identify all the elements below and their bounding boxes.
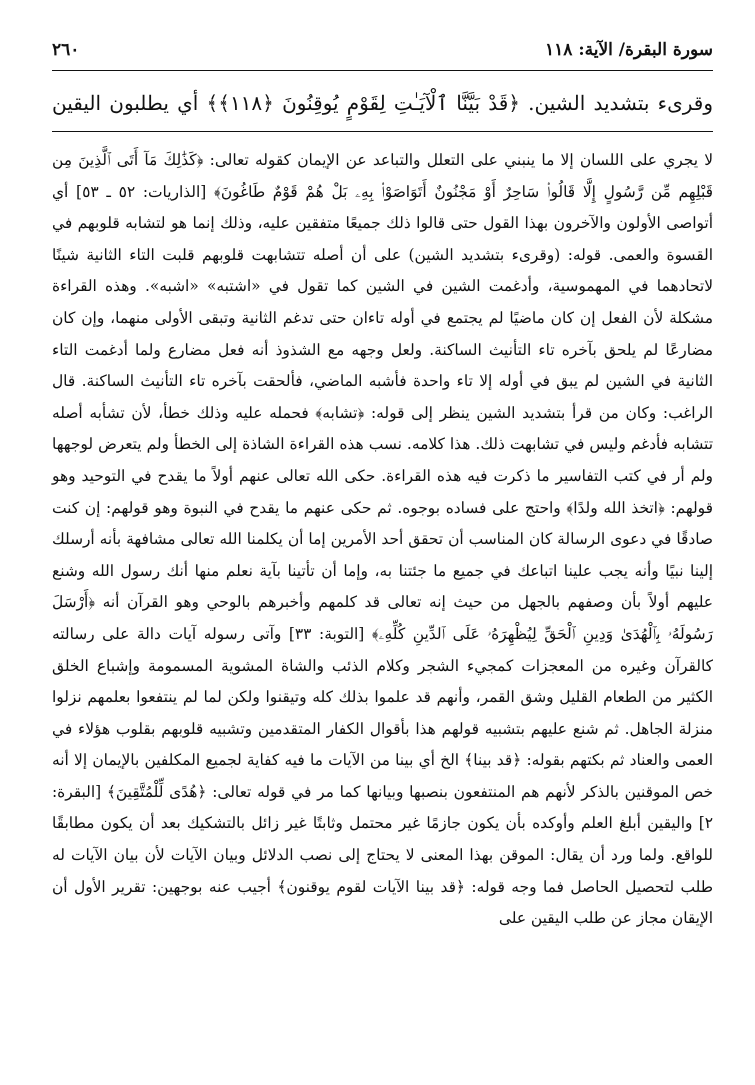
surah-title: سورة البقرة/ الآية: ١١٨ — [545, 40, 713, 60]
running-header — [52, 40, 713, 60]
commentary-paragraph: لا يجري على اللسان إلا ما ينبني على التعلل والتباعد عن الإيمان كقوله تعالى: ﴿كَذَٰلِكَ مَآ أَتَى ٱلَّذِينَ مِن قَبْلِهِم مِّن رَّسُولٍ إِلَّا قَالُوا۟ سَاحِرٌ أَوْ مَجْنُونٌ أَتَوَاصَوْا۟ بِهِۦ بَلْ هُمْ قَوْمٌ طَاغُونَ﴾ [الذاريات: ٥٢ ـ ٥٣] أي أتواصى الأولون والآخرون بهذا القول حتى قالوا ذلك جميعًا متفقين عليه، وذلك إنما هو لتشابه قلوبهم في القسوة والعمى. قوله: (وقرىء بتشديد الشين) على أن أصله تتشابهت قلوبهم قلبت التاء الثانية شينًا لاتحادهما في المهموسية، وأدغمت الشين في الشين كما تقول في «اشتبه» «اشبه». وهذه القراءة مشكلة لأن الفعل إن كان ماضيًا لم يجتمع في أوله تاءان حتى تدغم الثانية وتبقى الأولى منهما، وإن كان مضارعًا لم يلحق بآخره تاء التأنيث الساكنة. ولعل وجهه مع الشذوذ أنه فعل مضارع ولما أدغمت التاء الثانية في الشين لم يبق في أوله إلا تاء واحدة فأشبه الماضي، فألحقت بآخره تاء التأنيث الساكنة. قال الراغب: وكان من قرأ بتشديد الشين ينظر إلى قوله: ﴿تشابه﴾ فحمله عليه وذلك خطأ، لأن تشأبه أصله تتشابه فأدغم وليس في تشابهت ذلك. هذا كلامه. نسب هذه القراءة الشاذة إلى الخطأ ولم يتعرض لوجهها ولم أر في كتب التفاسير ما ذكرت فيه هذه القراءة. حكى الله تعالى عنهم أولاً ما يقدح في التوحيد وهو قولهم: ﴿اتخذ الله ولدًا﴾ واحتج على فساده بوجوه. ثم حكى عنهم ما يقدح في النبوة وهو قولهم: إن كنت صادقًا في دعوى الرسالة كان المناسب أن تحقق أحد الأمرين إما أن يكلمنا الله تعالى مشافهة بأنه أرسلك إلينا نبيًا وأنه يجب علينا اتباعك في جميع ما جئتنا به، وإما أن تأتينا بآية نعلم منها أنك رسول الله وشنع عليهم أولاً بأن وصفهم بالجهل من حيث إنه تعالى قد كلمهم وأخبرهم بالوحي وهو القرآن أنه ﴿أَرْسَلَ رَسُولَهُۥ بِٱلْهُدَىٰ وَدِينِ ٱلْحَقِّ لِيُظْهِرَهُۥ عَلَى ٱلدِّينِ كُلِّهِۦ﴾ [التوبة: ٣٣] وآتى رسوله آيات دالة على رسالته كالقرآن وغيره من المعجزات كمجيء الشجر وكلام الذئب والشاة المشوية المسمومة وإشباع الخلق الكثير من الطعام القليل وشق القمر، وأنهم قد علموا بذلك كله وتيقنوا ولكن لما لم ينتفعوا بعلمهم نزلوا منزلة الجاهل. ثم شنع عليهم بتشبيه قولهم هذا بأقوال الكفار المتقدمين وتشبيه قلوبهم بقلوب هؤلاء في العمى والعناد ثم بكتهم بقوله: ﴿قد بينا﴾ الخ أي بينا من الآيات ما فيه كفاية لجميع المكلفين بالإيمان إلا أنه خص الموقنين بالذكر لأنهم هم المنتفعون بنصبها وبيانها كما مر في قوله تعالى: ﴿هُدًى لِّلْمُتَّقِينَ﴾ [البقرة: ٢] واليقين أبلغ العلم وأوكده بأن يكون جازمًا غير محتمل وثابتًا غير زائل بالتشكيك بعد أن يكون مطابقًا للواقع. ولما ورد أن يقال: الموقن بهذا المعنى لا يحتاج إلى نصب الدلائل وبيان الآيات لأن بيان الآيات له طلب لتحصيل الحاصل فما وجه قوله: ﴿قد بينا الآيات لقوم يوقنون﴾ أجيب عنه بوجهين: تقرير الأول أن الإيقان مجاز عن طلب اليقين على — [52, 151, 713, 928]
quran-verse-line: وقرىء بتشديد الشين. ﴿قَدْ بَيَّنَّا ٱلْآيَـٰتِ لِقَوْمٍ يُوقِنُونَ ﴿١١٨﴾﴾ أي يطلبون اليقين — [52, 91, 713, 115]
commentary-body — [52, 145, 713, 935]
commentary-divider — [52, 131, 713, 132]
page-number: ٢٦٠ — [52, 40, 80, 60]
header-divider — [52, 70, 713, 71]
